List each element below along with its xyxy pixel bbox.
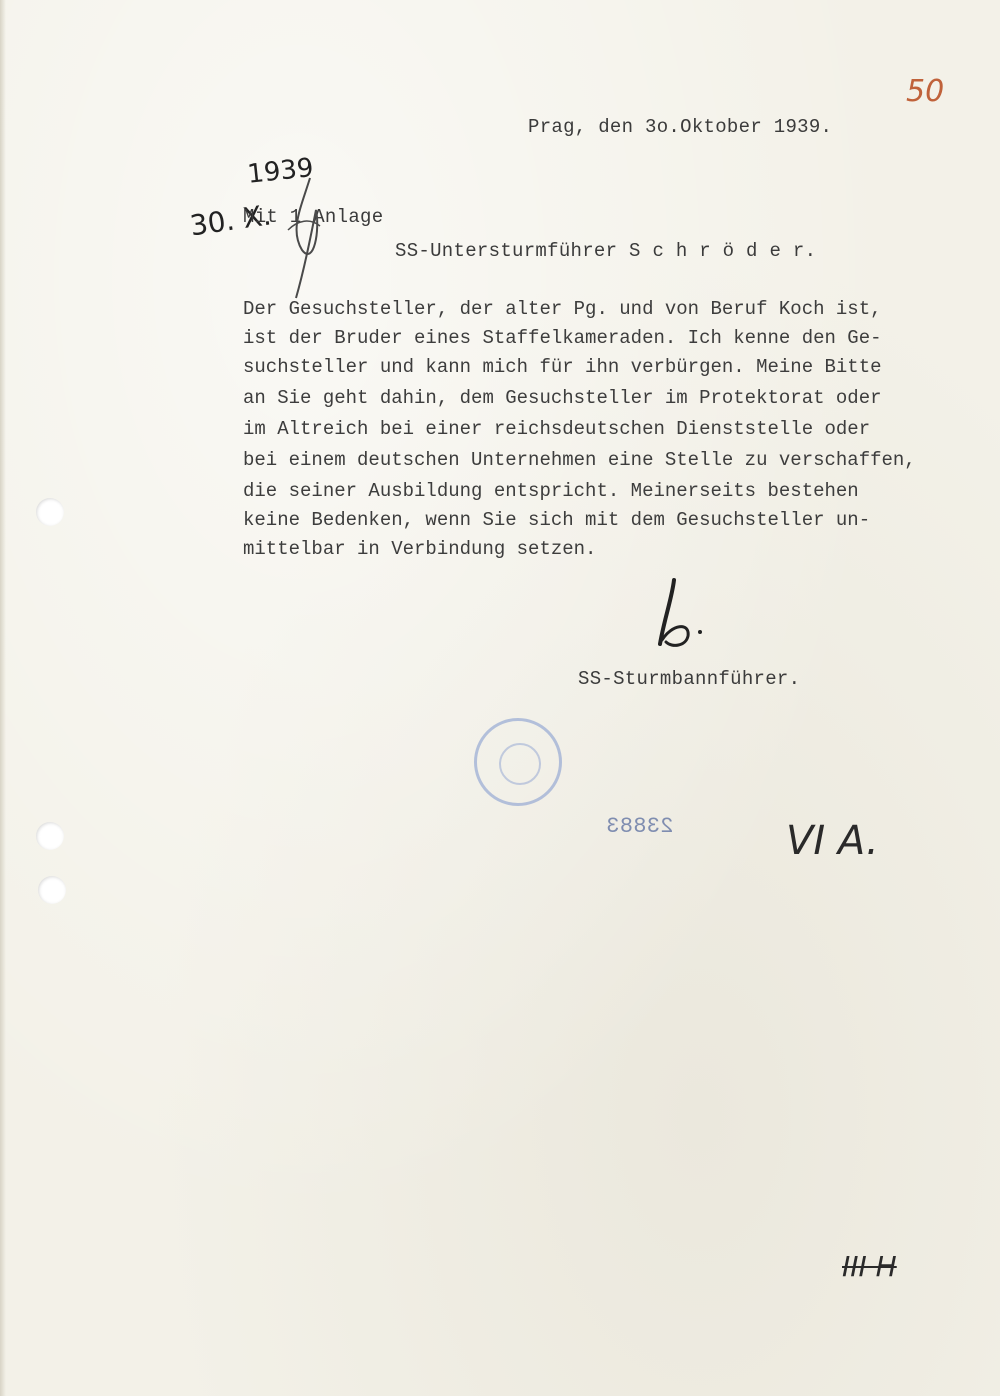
body-line: keine Bedenken, wenn Sie sich mit dem Gesuchsteller un- bbox=[243, 509, 871, 531]
enclosure-line: Mit 1 Anlage bbox=[243, 206, 384, 228]
signature bbox=[650, 574, 720, 654]
recipient-line: SS-Untersturmführer S c h r ö d e r. bbox=[395, 240, 817, 262]
body-line: die seiner Ausbildung entspricht. Meinerseits bestehen bbox=[243, 480, 859, 502]
punch-hole bbox=[38, 876, 66, 904]
department-annotation: VI A. bbox=[786, 818, 879, 864]
body-line: bei einem deutschen Unternehmen eine Stelle zu verschaffen, bbox=[243, 449, 916, 471]
signature-title: SS-Sturmbannführer. bbox=[578, 668, 801, 690]
pencil-mark bbox=[280, 170, 350, 310]
received-year: 1939 bbox=[246, 153, 315, 190]
body-line: im Altreich bei einer reichsdeutschen Dienststelle oder bbox=[243, 418, 871, 440]
official-seal bbox=[474, 718, 562, 806]
date-line: Prag, den 3o.Oktober 1939. bbox=[528, 116, 833, 138]
received-day-month: 30. X. bbox=[187, 198, 274, 243]
bottom-annotation: III H bbox=[842, 1250, 897, 1283]
body-line: an Sie geht dahin, dem Gesuchsteller im Protektorat oder bbox=[243, 387, 882, 409]
body-line: suchsteller und kann mich für ihn verbürgen. Meine Bitte bbox=[243, 356, 882, 378]
punch-hole bbox=[36, 822, 64, 850]
reference-number: 23883 bbox=[606, 814, 674, 839]
punch-hole bbox=[36, 498, 64, 526]
body-line: mittelbar in Verbindung setzen. bbox=[243, 538, 597, 560]
paper-edge bbox=[0, 0, 6, 1396]
body-line: ist der Bruder eines Staffelkameraden. Ich kenne den Ge- bbox=[243, 327, 882, 349]
folio-number: 50 bbox=[906, 74, 945, 109]
body-line: Der Gesuchsteller, der alter Pg. und von Beruf Koch ist, bbox=[243, 298, 882, 320]
